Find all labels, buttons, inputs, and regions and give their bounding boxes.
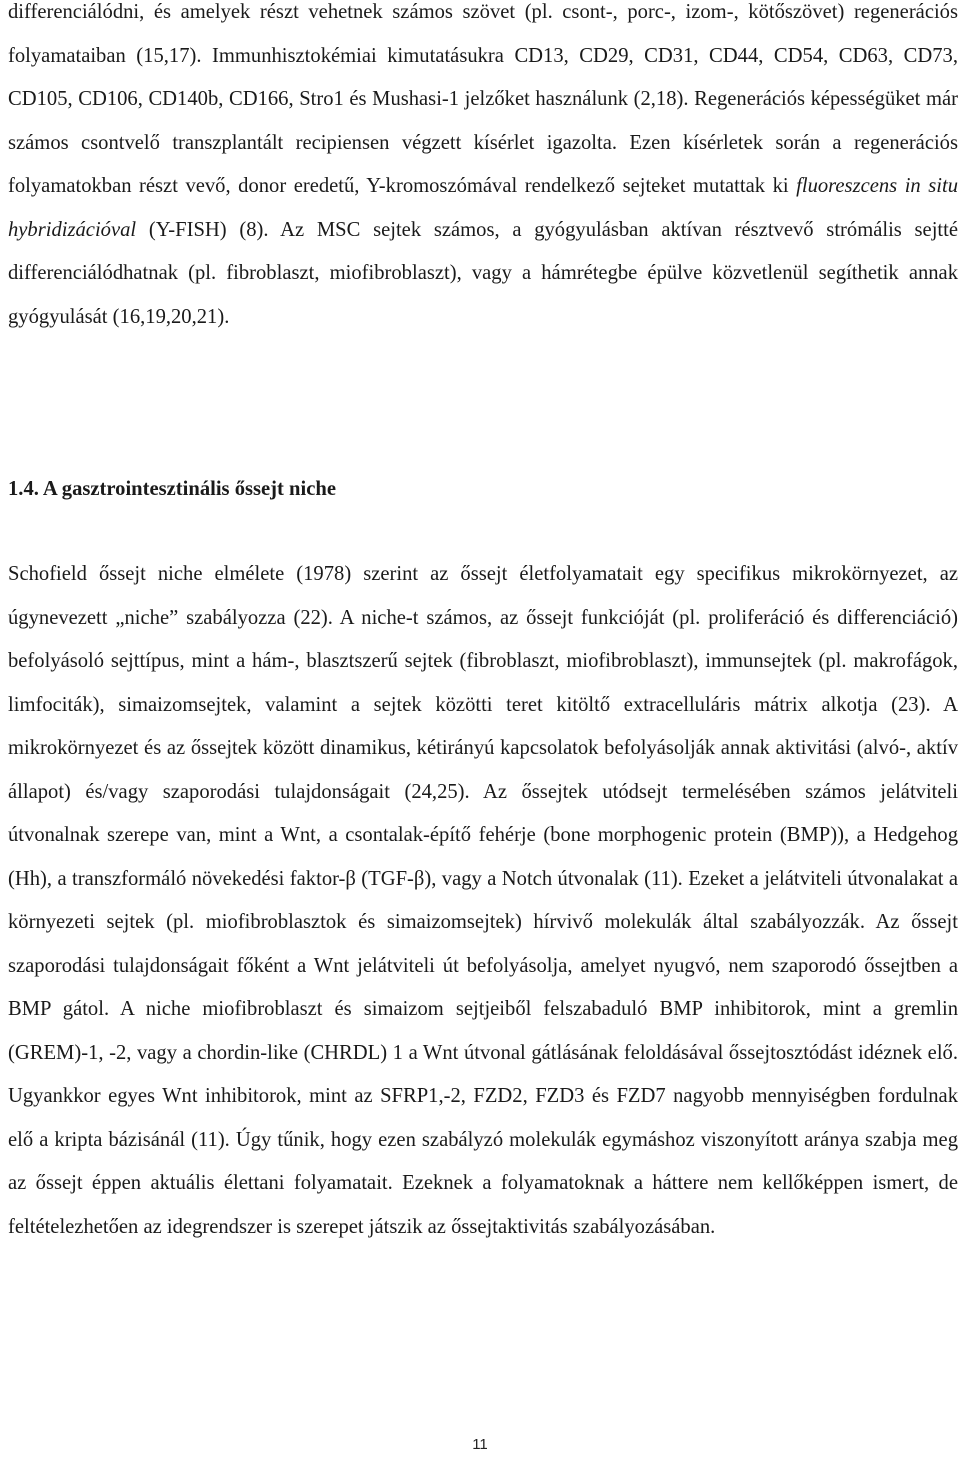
- body-paragraph-2: Schofield őssejt niche elmélete (1978) szerint az őssejt életfolyamatait egy specifikus mikrokörnyezet, az úgynevezett „niche” szabályozza (22). A niche-t számos, az őssejt funkcióját (pl. proliferáció és differenciáció) befolyásoló sejttípus, mint a hám-, blasztszerű sejtek (fibroblaszt, miofibroblaszt), immunsejtek (pl. makrofágok, limfociták), simaizomsejtek, valamint a sejtek közötti teret kitöltő extracelluláris mátrix alkotja (23). A mikrokörnyezet és az őssejtek között dinamikus, kétirányú kapcsolatok befolyásolják annak aktivitási (alvó-, aktív állapot) és/vagy szaporodási tulajdonságait (24,25). Az őssejtek utódsejt termelésében számos jelátviteli útvonalnak szerepe van, mint a Wnt, a csontalak-építő fehérje (bone morphogenic protein (BMP)), a Hedgehog (Hh), a transzformáló növekedési faktor-β (TGF-β), vagy a Notch útvonalak (11). Ezeket a jelátviteli útvonalakat a környezeti sejtek (pl. miofibroblasztok és simaizomsejtek) hírvivő molekulák által szabályozzák. Az őssejt szaporodási tulajdonságait főként a Wnt jelátviteli út befolyásolja, amelyet nyugvó, nem szaporodó őssejtben a BMP gátol. A niche miofibroblaszt és simaizom sejtjeiből felszabaduló BMP inhibitorok, mint a gremlin (GREM)-1, -2, vagy a chordin-like (CHRDL) 1 a Wnt útvonal gátlásának feloldásával őssejtosztódást idéznek elő. Ugyankkor egyes Wnt inhibitorok, mint az SFRP1,-2, FZD2, FZD3 és FZD7 nagyobb mennyiségben fordulnak elő a kripta bázisánál (11). Úgy tűnik, hogy ezen szabályzó molekulák egymáshoz viszonyított aránya szabja meg az őssejt éppen aktuális élettani folyamatait. Ezeknek a folyamatoknak a háttere nem kellőképpen ismert, de feltételezhetően az idegrendszer is szerepet játszik az őssejtaktivitás szabályozásában.: [8, 563, 958, 1238]
- paragraph-1-text-start: differenciálódni, és amelyek részt vehetnek számos szövet (pl. csont-, porc-, izom-, kötőszövet) regenerációs folyamataiban (15,17). Immunhisztokémiai kimutatásukra CD13, CD29, CD31, CD44, CD54, CD63, CD73, CD105, CD106, CD140b, CD166, Stro1 és Mushasi-1 jelzőket használunk (2,18). Regenerációs képességüket már számos csontvelő transzplantált recipiensen végzett kísérlet igazolta. Ezen kísérletek során a regenerációs folyamatokban részt vevő, donor eredetű, Y-kromoszómával rendelkező sejteket mutattak ki: [8, 1, 958, 197]
- body-paragraph-1: [8, 0, 958, 339]
- paragraph-1-italic-term: fluoreszcens in situ hybridizációval: [8, 175, 958, 241]
- section-heading: 1.4. A gasztrointesztinális őssejt niche: [8, 478, 336, 500]
- paragraph-1-text-end: (Y-FISH) (8). Az MSC sejtek számos, a gyógyulásban aktívan résztvevő strómális sejtté differenciálódhatnak (pl. fibroblaszt, miofibroblaszt), vagy a hámrétegbe épülve közvetlenül segíthetik annak gyógyulását (16,19,20,21).: [8, 218, 958, 328]
- page-number: 11: [472, 1436, 488, 1453]
